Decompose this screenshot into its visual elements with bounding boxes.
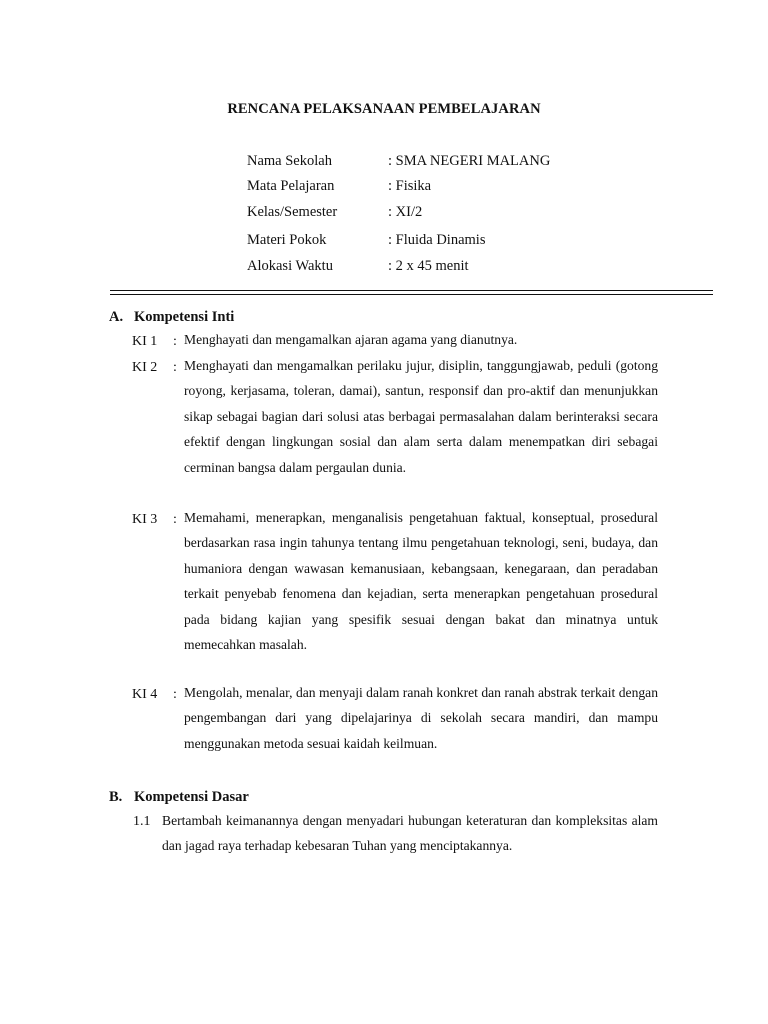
identity-label: Mata Pelajaran	[247, 178, 335, 194]
ki-colon: :	[173, 687, 177, 702]
kd-text: Bertambah keimanannya dengan menyadari hubungan keteraturan dan kompleksitas alam dan jagad raya terhadap kebesaran Tuhan yang menciptakannya.	[162, 813, 658, 854]
identity-value: : Fisika	[388, 178, 432, 194]
ki-code: KI 2	[132, 360, 158, 375]
ki-colon: :	[173, 512, 177, 527]
identity-value: : Fluida Dinamis	[388, 232, 486, 248]
section-b-heading	[109, 789, 249, 806]
section-a-heading	[109, 309, 234, 326]
divider-line	[110, 294, 713, 295]
document-title: RENCANA PELAKSANAAN PEMBELAJARAN	[227, 101, 541, 117]
ki-code: KI 3	[132, 512, 158, 527]
identity-label: Nama Sekolah	[247, 153, 332, 169]
ki-code: KI 1	[132, 334, 158, 349]
ki-text: Menghayati dan mengamalkan ajaran agama yang dianutnya.	[184, 332, 518, 347]
section-letter: A.	[109, 309, 124, 325]
section-letter: B.	[109, 789, 123, 805]
ki-code: KI 4	[132, 687, 158, 702]
section-title: Kompetensi Inti	[134, 309, 235, 325]
ki-text: Mengolah, menalar, dan menyaji dalam ranah konkret dan ranah abstrak terkait dengan pengembangan dari yang dipelajarinya di sekolah secara mandiri, dan mampu menggunakan metoda sesuai kaidah keilmuan.	[184, 685, 658, 751]
identity-value: : 2 x 45 menit	[388, 258, 469, 274]
kd-number: 1.1	[133, 814, 151, 829]
identity-value: : SMA NEGERI MALANG	[388, 153, 551, 169]
ki-colon: :	[173, 334, 177, 349]
identity-label: Kelas/Semester	[247, 204, 338, 220]
identity-value: : XI/2	[388, 204, 423, 220]
identity-label: Materi Pokok	[247, 232, 327, 248]
ki-text: Memahami, menerapkan, menganalisis pengetahuan faktual, konseptual, prosedural berdasarkan rasa ingin tahunya tentang ilmu pengetahuan teknologi, seni, budaya, dan humaniora dengan wawasan kemanusiaan, kebangsaan, kenegaraan, dan peradaban terkait penyebab fenomena dan kejadian, serta menerapkan pengetahuan prosedural pada bidang kajian yang spesifik sesuai dengan bakat dan minatnya untuk memecahkan masalah.	[184, 510, 658, 653]
divider-line	[110, 290, 713, 291]
ki-colon: :	[173, 360, 177, 375]
section-title: Kompetensi Dasar	[134, 789, 249, 805]
identity-label: Alokasi Waktu	[247, 258, 333, 274]
ki-text: Menghayati dan mengamalkan perilaku jujur, disiplin, tanggungjawab, peduli (gotong royong, kerjasama, toleran, damai), santun, responsif dan pro-aktif dan menunjukkan sikap sebagai bagian dari solusi atas berbagai permasalahan dalam berinteraksi secara efektif dengan lingkungan sosial dan alam serta dalam menempatkan diri sebagai cerminan bangsa dalam pergaulan dunia.	[184, 358, 658, 475]
